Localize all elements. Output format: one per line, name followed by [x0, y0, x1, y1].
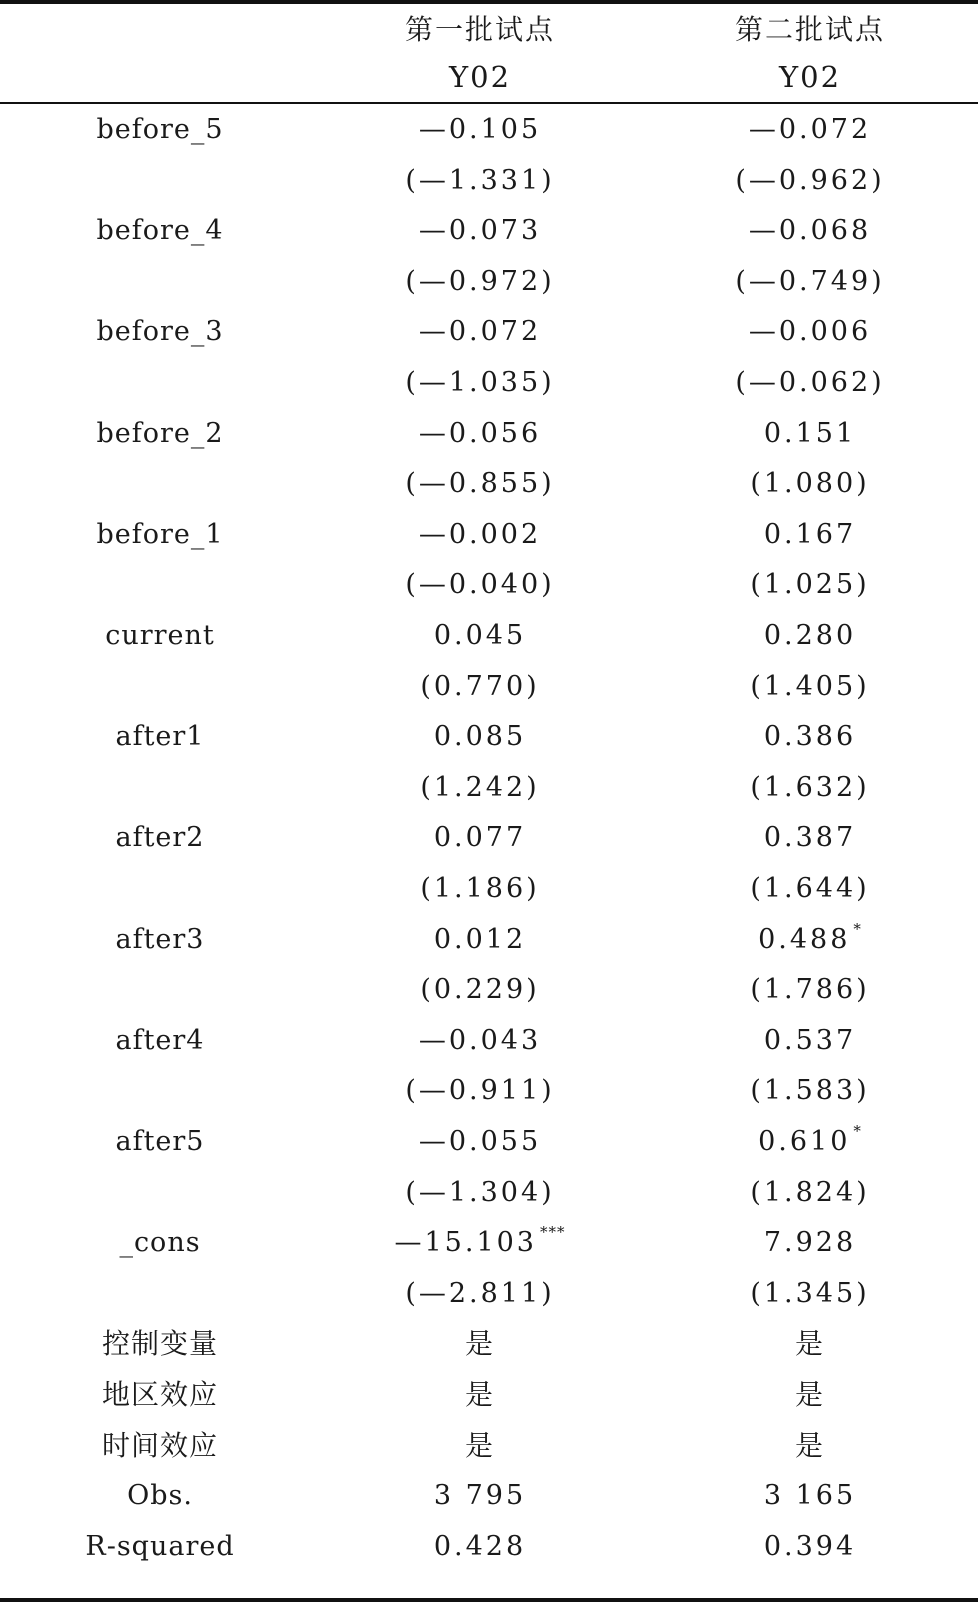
col2-cell [660, 1065, 960, 1117]
row-label: before_4 [96, 215, 224, 247]
table-row [0, 357, 978, 409]
col2-cell [660, 357, 960, 409]
col1-cell [330, 863, 630, 915]
col2-value: 0.488 [758, 923, 851, 955]
col2-cell [660, 559, 960, 611]
col1-cell [330, 1116, 630, 1168]
col1-cell [330, 1268, 630, 1320]
col2-value: 0.167 [763, 518, 857, 550]
col2-value: 0.537 [763, 1024, 857, 1056]
col1-value: 0.045 [433, 620, 527, 651]
row-label [10, 661, 310, 713]
row-label: before_1 [96, 518, 224, 550]
col2-value: —0.072 [748, 114, 872, 145]
row-label [10, 155, 310, 207]
col1-value: —0.043 [418, 1024, 542, 1056]
col1-cell [330, 1015, 630, 1067]
table-bottom-rule [0, 1598, 978, 1602]
col1-cell [330, 1065, 630, 1117]
col2-value: (1.080) [750, 468, 870, 500]
row-label [10, 256, 310, 308]
col2-cell [660, 762, 960, 814]
table-row [0, 458, 978, 510]
col1-value: (—0.855) [405, 468, 555, 500]
col2-cell [660, 256, 960, 308]
col2-cell [660, 914, 960, 966]
col2-cell [660, 812, 960, 864]
row-label: after5 [115, 1126, 205, 1157]
col2-value: (—0.062) [735, 367, 885, 398]
row-label: current [105, 620, 215, 651]
significance-mark: *** [539, 1223, 566, 1242]
col2-value: (1.786) [750, 974, 870, 1006]
header-col1-group: 第一批试点 [404, 13, 555, 46]
col2-value: 0.386 [763, 721, 857, 753]
table-row [0, 964, 978, 1016]
col1-value: (0.229) [420, 974, 540, 1006]
col2-cell [660, 1420, 960, 1472]
col1-cell [330, 205, 630, 257]
col1-value: (—0.972) [405, 265, 555, 297]
table-row [0, 762, 978, 814]
col2-cell [660, 1318, 960, 1370]
row-label: after2 [115, 822, 205, 854]
col1-cell [330, 812, 630, 864]
col2-value: (1.025) [750, 569, 870, 601]
header-stub [10, 51, 310, 103]
col1-cell [330, 964, 630, 1016]
col2-cell [660, 610, 960, 662]
col2-cell [660, 863, 960, 915]
col2-cell [660, 1116, 960, 1168]
col1-value: —0.002 [418, 518, 542, 550]
col2-value: 7.928 [763, 1227, 857, 1259]
col2-value: (—0.749) [735, 265, 885, 297]
row-label: before_5 [96, 114, 224, 145]
table-row [0, 610, 978, 662]
col1-value: —0.055 [418, 1126, 542, 1157]
col1-cell [330, 458, 630, 510]
col1-cell [330, 104, 630, 156]
col2-value: (1.824) [750, 1176, 870, 1208]
header-col1-var: Y02 [448, 60, 512, 94]
col2-cell [660, 205, 960, 257]
col1-cell [330, 914, 630, 966]
table-row [0, 155, 978, 207]
col1-value: —0.073 [418, 215, 542, 247]
col1-cell [330, 762, 630, 814]
table-row [0, 1116, 978, 1168]
col2-value: —0.006 [748, 316, 872, 348]
row-label: 时间效应 [101, 1428, 218, 1462]
table-row [0, 509, 978, 561]
col2-value: (1.632) [750, 771, 870, 803]
col1-cell [330, 408, 630, 460]
table-row [0, 1369, 978, 1421]
col1-value: (—0.040) [405, 569, 555, 601]
col2-cell [660, 1217, 960, 1269]
row-label: after3 [115, 923, 205, 955]
table-row [0, 1217, 978, 1269]
col2-cell [660, 711, 960, 763]
col2-value: (1.644) [750, 873, 870, 904]
col1-value: —0.056 [418, 417, 542, 449]
table-row [0, 863, 978, 915]
row-label [10, 863, 310, 915]
row-label: 控制变量 [101, 1327, 218, 1361]
col1-cell [330, 610, 630, 662]
col1-cell [330, 357, 630, 409]
table-row [0, 1521, 978, 1573]
row-label [10, 458, 310, 510]
col1-value: (—1.331) [405, 164, 555, 196]
row-label: before_3 [96, 316, 224, 348]
col2-cell [660, 964, 960, 1016]
header-row-vars [0, 51, 978, 103]
row-label: Obs. [127, 1480, 193, 1512]
table-row [0, 104, 978, 156]
col1-value: 0.012 [433, 923, 527, 955]
col1-value: (—2.811) [405, 1277, 555, 1309]
col2-cell [660, 1268, 960, 1320]
col2-value: 是 [794, 1428, 825, 1462]
table-row [0, 408, 978, 460]
table-row [0, 306, 978, 358]
col1-cell [330, 1420, 630, 1472]
col2-value: 0.394 [763, 1530, 857, 1562]
col1-value: 是 [464, 1428, 495, 1462]
col2-cell [660, 1015, 960, 1067]
row-label [10, 964, 310, 1016]
table-row [0, 559, 978, 611]
col1-value: (1.242) [420, 771, 540, 803]
col1-value: (1.186) [420, 873, 540, 904]
col2-cell [660, 509, 960, 561]
col2-cell [660, 1521, 960, 1573]
col1-cell [330, 1470, 630, 1522]
row-label: after1 [115, 721, 205, 753]
row-label: after4 [115, 1024, 205, 1056]
col2-cell [660, 408, 960, 460]
col1-value: —0.072 [418, 316, 542, 348]
table-row [0, 914, 978, 966]
row-label [10, 1268, 310, 1320]
col1-cell [330, 1369, 630, 1421]
col1-value: 3 795 [433, 1480, 527, 1512]
row-label: _cons [119, 1227, 201, 1259]
table-row [0, 1268, 978, 1320]
table-row [0, 1167, 978, 1219]
header-row-groups [0, 4, 978, 56]
row-label [10, 1065, 310, 1117]
table-row [0, 205, 978, 257]
col2-cell [660, 306, 960, 358]
col1-cell [330, 559, 630, 611]
col1-value: 0.077 [433, 822, 527, 854]
col1-cell [330, 1167, 630, 1219]
col1-cell [330, 1521, 630, 1573]
col1-cell [330, 1318, 630, 1370]
col2-value: (1.583) [750, 1075, 870, 1107]
table-row [0, 1015, 978, 1067]
table-row [0, 1420, 978, 1472]
col1-cell [330, 155, 630, 207]
col1-value: 是 [464, 1327, 495, 1361]
col2-value: (—0.962) [735, 164, 885, 196]
col2-value: (1.405) [750, 670, 870, 702]
col2-value: —0.068 [748, 215, 872, 247]
row-label [10, 357, 310, 409]
col2-value: 0.610 [758, 1126, 851, 1157]
col2-cell [660, 1470, 960, 1522]
row-label [10, 1167, 310, 1219]
col1-cell [330, 509, 630, 561]
col2-value: (1.345) [750, 1277, 870, 1309]
col1-value: (—1.304) [405, 1176, 555, 1208]
col2-cell [660, 1167, 960, 1219]
header-col2-var: Y02 [778, 60, 842, 94]
col1-value: (0.770) [420, 670, 540, 702]
col2-value: 0.387 [763, 822, 857, 854]
table-row [0, 661, 978, 713]
col2-cell [660, 155, 960, 207]
header-col2-group: 第二批试点 [734, 13, 885, 46]
col1-value: —15.103 [394, 1227, 537, 1259]
col2-value: 3 165 [763, 1480, 857, 1512]
col1-value: (—0.911) [405, 1075, 555, 1107]
table-row [0, 1470, 978, 1522]
table-row [0, 1065, 978, 1117]
table-row [0, 812, 978, 864]
table-row [0, 256, 978, 308]
row-label [10, 559, 310, 611]
header-stub [10, 4, 310, 56]
row-label: R-squared [85, 1530, 235, 1562]
col2-value: 0.280 [763, 620, 857, 651]
table-row [0, 1318, 978, 1370]
significance-mark: * [853, 919, 862, 938]
significance-mark: * [853, 1122, 862, 1140]
col1-cell [330, 711, 630, 763]
col1-cell [330, 1217, 630, 1269]
row-label [10, 762, 310, 814]
col1-value: 0.428 [433, 1530, 527, 1562]
col1-value: —0.105 [418, 114, 542, 145]
col2-cell [660, 104, 960, 156]
row-label: 地区效应 [101, 1378, 218, 1411]
col2-cell [660, 458, 960, 510]
col1-cell [330, 256, 630, 308]
col2-value: 是 [794, 1327, 825, 1361]
col2-cell [660, 661, 960, 713]
table-row [0, 711, 978, 763]
col1-value: 0.085 [433, 721, 527, 753]
col1-value: (—1.035) [405, 367, 555, 398]
col2-value: 是 [794, 1378, 825, 1411]
col2-value: 0.151 [763, 417, 857, 449]
row-label: before_2 [96, 417, 224, 449]
col1-cell [330, 306, 630, 358]
col2-cell [660, 1369, 960, 1421]
col1-value: 是 [464, 1378, 495, 1411]
col1-cell [330, 661, 630, 713]
